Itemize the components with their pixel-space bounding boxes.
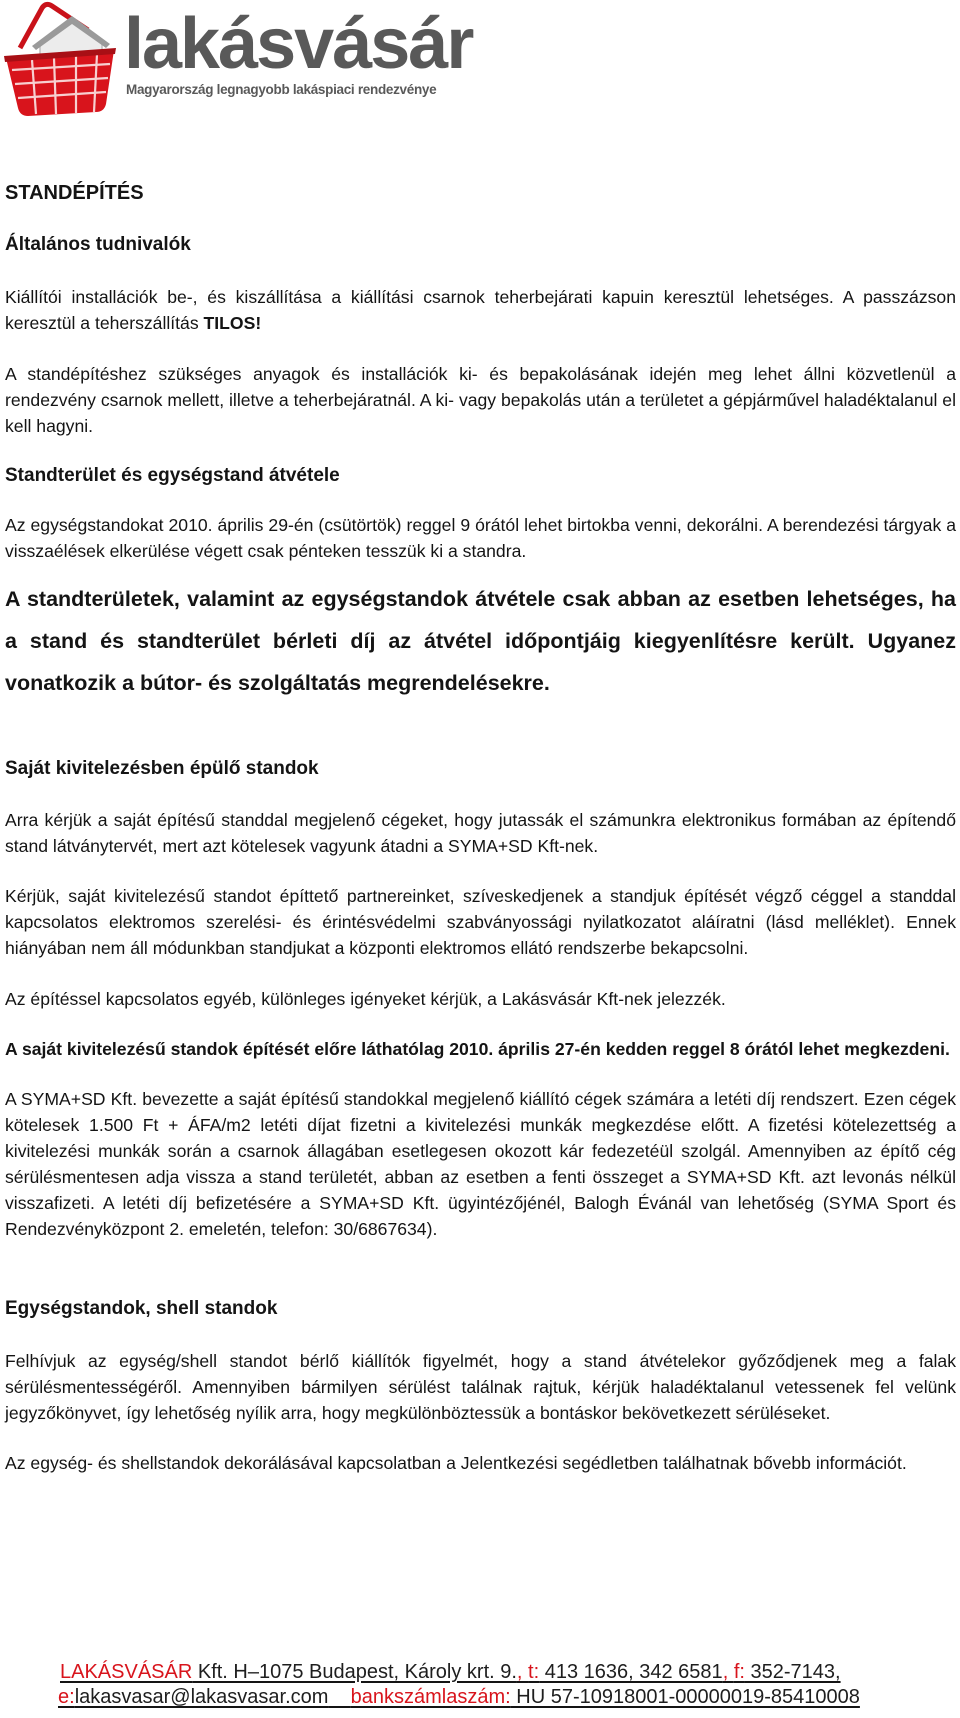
paragraph-area-1: Az egységstandokat 2010. április 29-én (csütörtök) reggel 9 órától lehet birtokba venni, dekorálni. A berendezési tárgyak a visszaélések elkerülése végett csak pénteken tesszük ki a standra. <box>5 515 956 561</box>
paragraph-own-4: A SYMA+SD Kft. bevezette a saját építésű standokkal megjelenő kiállító cégek számára a letéti díj rendszert. Ezen cégek kötelesek 1.500 Ft + ÁFA/m2 letéti díjat fizetni a kivitelezési munkák megkezdése előtt. A fizetési kötelezettség a kivitelezési munkák során a csarnok állagában esetlegesen okozott kár fedezetéül szolgál. Amennyiben az építő cég sérülésmentesen adja vissza a stand területét, abban az esetben a fenti összeget a SYMA+SD Kft. azt levonás nélkül visszafizeti. A letéti díj befizetésére a SYMA+SD Kft. ügyintézőjénél, Balogh Évánál van lehetőség (SYMA Sport és Rendezvényközpont 2. emeletén, telefon: 30/6867634). <box>5 1089 956 1239</box>
section-heading-shell: Egységstandok, shell standok <box>5 1298 278 1319</box>
paragraph-own-3: Az építéssel kapcsolatos egyéb, különleges igényeket kérjük, a Lakásvásár Kft-nek jelezzék. <box>5 989 726 1009</box>
footer-email-link[interactable]: lakasvasar@lakasvasar.com <box>74 1686 329 1708</box>
section-heading-general: Általános tudnivalók <box>5 234 191 255</box>
tilos-emphasis: TILOS! <box>203 313 262 333</box>
lakasvasar-logo <box>2 0 473 120</box>
page-title: STANDÉPÍTÉS <box>5 182 144 204</box>
paragraph-own-2: Kérjük, saját kivitelezésű standot építtető partnereinket, szíveskedjenek a standjuk építését végző céggel a standdal kapcsolatos elektromos szerelési- és érintésvédelmi szabványossági nyilatkozatot aláíratni (lásd melléklet). Ennek hiányában nem áll módunkban standjukat a központi elektromos ellátó rendszerbe bekapcsolni. <box>5 886 956 958</box>
paragraph-own-1: Arra kérjük a saját építésű standdal megjelenő cégeket, hogy jutassák el számunkra elektronikus formában az építendő stand látványtervét, mert azt kötelesek vagyunk átadni a SYMA+SD Kft-nek. <box>5 810 956 856</box>
logo-tagline: Magyarország legnagyobb lakáspiaci rendezvénye <box>126 82 437 97</box>
paragraph-general-1: Kiállítói installációk be-, és kiszállítása a kiállítási csarnok teherbejárati kapuin keresztül lehetséges. A passzázson keresztül a teherszállítás TILOS! <box>5 287 956 333</box>
section-heading-area: Standterület és egységstand átvétele <box>5 465 340 486</box>
document-body <box>5 180 956 1476</box>
paragraph-general-2: A standépítéshez szükséges anyagok és installációk ki- és bepakolásának idején meg lehet állni közvetlenül a rendezvény csarnok mellett, illetve a teherbejáratnál. A ki- vagy bepakolás után a területet a gépjárművel haladéktalanul el kell hagyni. <box>5 364 956 436</box>
paragraph-shell-1: Felhívjuk az egység/shell standot bérlő kiállítók figyelmét, hogy a stand átvételekor győződjenek meg a falak sérülésmentességéről. Amennyiben bármilyen sérülést találnak rajtuk, kérjük haladéktalanul vetessenek fel velünk jegyzőkönyvet, így lehetőség nyílik arra, hogy megkülönböztessük a bontáskor bekövetkezett sérüléseket. <box>5 1351 956 1423</box>
shopping-basket-house-icon <box>2 0 120 120</box>
footer-contact <box>60 1660 940 1710</box>
footer-line-1: LAKÁSVÁSÁR Kft. H–1075 Budapest, Károly krt. 9., t: 413 1636, 342 6581, f: 352-7143, <box>60 1661 841 1683</box>
logo-wordmark: lakásvásár <box>124 4 473 84</box>
footer-line-2: e:lakasvasar@lakasvasar.com bankszámlaszám: HU 57-10918001-00000019-85410008 <box>58 1686 860 1708</box>
paragraph-area-bold: A standterületek, valamint az egységstandok átvétele csak abban az esetben lehetséges, ha a stand és standterület bérleti díj az átvétel időpontjáig kiegyenlítésre került. Ugyanez vonatkozik a bútor- és szolgáltatás megrendelésekre. <box>5 587 956 695</box>
paragraph-own-bold: A saját kivitelezésű standok építését előre láthatólag 2010. április 27-én kedden reggel 8 órától lehet megkezdeni. <box>5 1039 950 1059</box>
paragraph-shell-2: Az egység- és shellstandok dekorálásával kapcsolatban a Jelentkezési segédletben találhatnak bővebb információt. <box>5 1453 907 1473</box>
section-heading-own: Saját kivitelezésben épülő standok <box>5 758 319 779</box>
